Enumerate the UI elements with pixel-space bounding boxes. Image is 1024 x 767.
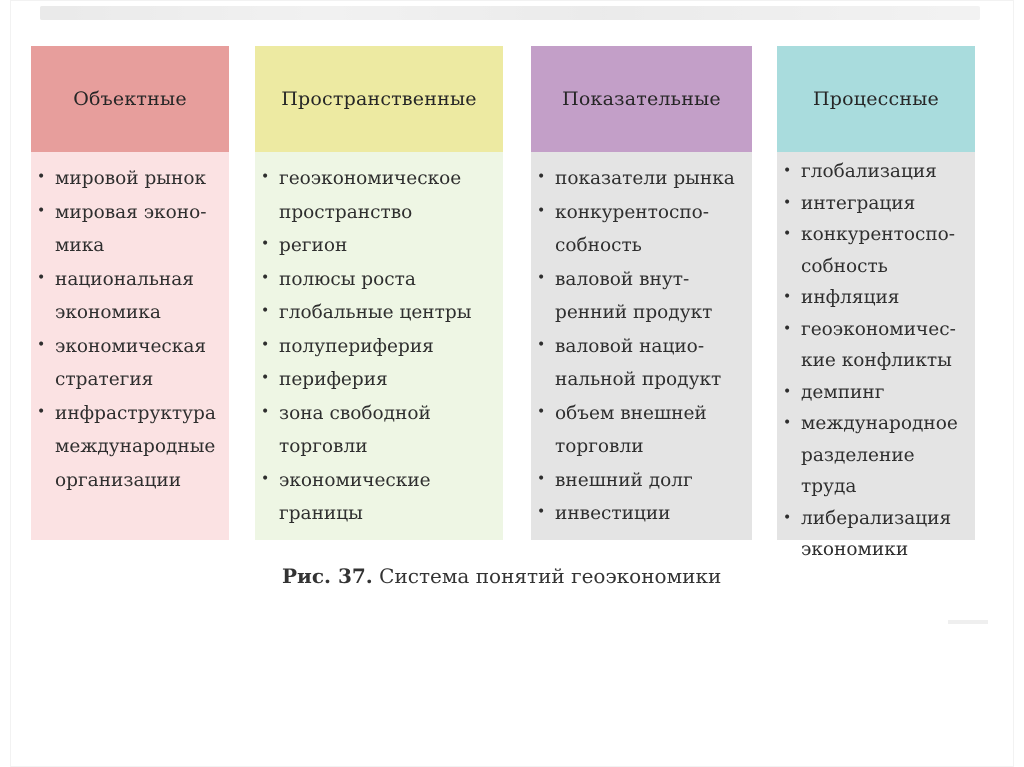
list-item xyxy=(783,219,971,282)
item-text: инфляция xyxy=(801,287,900,308)
list-item xyxy=(783,503,971,566)
item-text: валовой нацио- нальной продукт xyxy=(555,335,722,390)
item-text: периферия xyxy=(279,369,388,390)
bullet-icon: • xyxy=(37,269,46,286)
bullet-icon: • xyxy=(537,169,546,185)
bullet-icon: • xyxy=(783,194,792,211)
item-text: глобальные центры xyxy=(279,302,472,323)
list-item xyxy=(537,497,748,531)
column-header: Процессные xyxy=(777,46,975,152)
list-item xyxy=(783,377,971,409)
bullet-icon: • xyxy=(37,202,46,219)
list-item xyxy=(537,196,748,263)
column-header: Пространственные xyxy=(255,46,503,152)
item-text: демпинг xyxy=(801,381,885,403)
list-item xyxy=(37,196,225,263)
item-text: геоэкономическое пространство xyxy=(279,168,462,223)
bullet-icon: • xyxy=(783,509,792,526)
column-body xyxy=(31,152,229,540)
list-item xyxy=(783,408,971,503)
bullet-icon: • xyxy=(783,320,792,337)
item-text: инфраструктура международные организации xyxy=(55,402,216,491)
list-item xyxy=(37,397,225,498)
bullet-icon: • xyxy=(261,169,270,185)
list-item xyxy=(261,263,499,297)
item-text: геоэкономичес- кие конфликты xyxy=(801,318,956,371)
item-text: зона свободной торговли xyxy=(279,402,431,457)
item-text: экономические границы xyxy=(279,469,431,524)
bullet-icon: • xyxy=(261,269,270,286)
item-text: показатели рынка xyxy=(555,168,735,189)
list-item xyxy=(261,363,499,397)
bullet-icon: • xyxy=(537,403,546,420)
figure-caption xyxy=(282,564,721,588)
list-item xyxy=(783,156,971,188)
list-item xyxy=(261,229,499,263)
list-item xyxy=(537,162,748,196)
bullet-icon: • xyxy=(783,163,792,179)
column-spatial xyxy=(255,46,503,540)
item-text: внешний долг xyxy=(555,469,693,491)
item-text: международное разделение труда xyxy=(801,413,958,497)
item-text: конкурентоспо- собность xyxy=(801,224,956,277)
column-body xyxy=(531,152,752,540)
column-header: Показательные xyxy=(531,46,752,152)
item-text: инвестиции xyxy=(555,503,671,524)
item-text: мировая эконо- мика xyxy=(55,201,207,256)
item-text: глобализация xyxy=(801,161,937,182)
item-text: интеграция xyxy=(801,192,916,214)
column-process xyxy=(777,46,975,560)
column-indicator xyxy=(531,46,752,540)
bullet-icon: • xyxy=(261,403,270,420)
list-item xyxy=(783,314,971,377)
list-item xyxy=(537,397,748,464)
bullet-icon: • xyxy=(537,202,546,219)
bullet-icon: • xyxy=(261,336,270,353)
faint-corner-mark xyxy=(948,620,988,624)
list-item xyxy=(261,162,499,229)
item-text: конкурентоспо- собность xyxy=(555,201,710,256)
figure-number: Рис. 37. xyxy=(282,564,373,588)
item-text: объем внешней торговли xyxy=(555,402,707,457)
bullet-icon: • xyxy=(783,289,792,305)
list-item xyxy=(261,397,499,464)
column-body xyxy=(255,152,503,540)
list-item xyxy=(37,330,225,397)
bullet-icon: • xyxy=(37,169,46,185)
bullet-icon: • xyxy=(261,303,270,319)
item-text: либерализация экономики xyxy=(801,507,952,560)
bullet-icon: • xyxy=(537,470,546,487)
list-item xyxy=(783,188,971,220)
item-text: экономическая стратегия xyxy=(55,335,207,390)
list-item xyxy=(783,282,971,314)
bullet-icon: • xyxy=(261,370,270,386)
list-item xyxy=(261,330,499,364)
list-item xyxy=(261,464,499,531)
bullet-icon: • xyxy=(783,226,792,242)
item-text: полупериферия xyxy=(279,335,434,357)
list-item xyxy=(261,296,499,330)
column-body xyxy=(777,152,975,560)
bullet-icon: • xyxy=(783,383,792,400)
list-item xyxy=(37,162,225,196)
bullet-icon: • xyxy=(537,269,546,286)
column-header: Объектные xyxy=(31,46,229,152)
column-objective xyxy=(31,46,229,540)
list-item xyxy=(37,263,225,330)
bullet-icon: • xyxy=(37,403,46,420)
figure-title: Система понятий геоэкономики xyxy=(379,564,722,588)
item-text: регион xyxy=(279,235,348,256)
bullet-icon: • xyxy=(261,470,270,487)
list-item xyxy=(537,464,748,498)
bullet-icon: • xyxy=(783,415,792,431)
item-text: валовой внут- ренний продукт xyxy=(555,268,713,323)
bullet-icon: • xyxy=(261,236,270,252)
bullet-icon: • xyxy=(537,336,546,353)
item-text: полюсы роста xyxy=(279,268,416,290)
list-item xyxy=(537,330,748,397)
item-text: мировой рынок xyxy=(55,168,207,189)
bullet-icon: • xyxy=(37,336,46,353)
cropped-top-text-strip xyxy=(40,6,980,20)
bullet-icon: • xyxy=(537,504,546,520)
list-item xyxy=(537,263,748,330)
item-text: национальная экономика xyxy=(55,268,194,323)
